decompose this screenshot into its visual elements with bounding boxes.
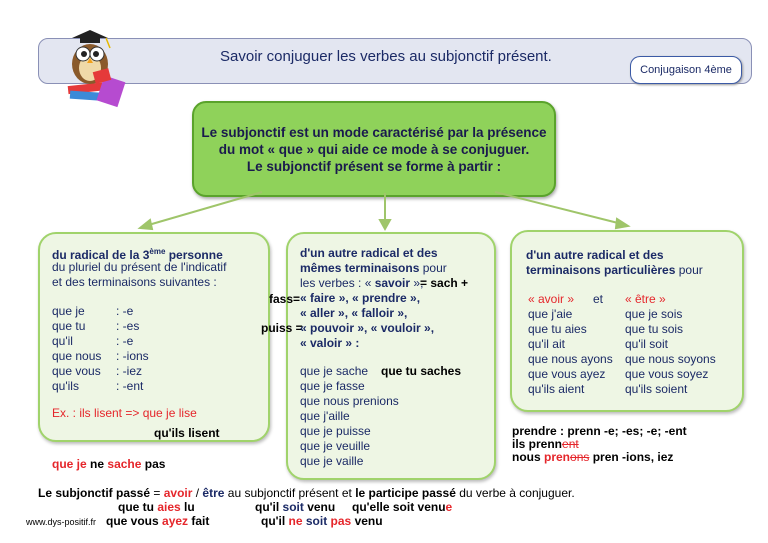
card3-avoir-item: que j'aie	[528, 307, 573, 321]
card1-ending: : -ions	[116, 349, 149, 363]
card1-example: Ex. : ils lisent => que je lise	[52, 406, 197, 420]
prendre-line-2: ils prennent	[512, 437, 579, 451]
card3-avoir-item: qu'il ait	[528, 337, 565, 351]
card2-list-item: que je veuille	[300, 439, 371, 453]
card1-ending: : -e	[116, 304, 134, 318]
card1-pronoun: qu'ils	[52, 379, 79, 393]
card3-etre-item: qu'il soit	[625, 337, 668, 351]
negation-example: que je ne sache pas	[52, 457, 166, 471]
prendre-line-3: nous prenons pren -ions, iez	[512, 450, 674, 464]
card2-list-item: que je puisse	[300, 424, 371, 438]
card2-example-b: que tu saches	[381, 364, 462, 378]
card3-title-2: terminaisons particulières pour	[526, 263, 703, 277]
card1-example-2: qu'ils lisent	[154, 426, 220, 440]
card2-line-4: « faire », « prendre »,	[300, 291, 421, 305]
card3-avoir-item: que tu aies	[528, 322, 587, 336]
card1-pronoun: que vous	[52, 364, 101, 378]
card1-ending: : -ent	[116, 379, 144, 393]
card3-etre-item: qu'ils soient	[625, 382, 688, 396]
prendre-line-1: prendre : prenn -e; -es; -e; -ent	[512, 424, 687, 438]
card2-line-5: « aller », « falloir »,	[300, 306, 408, 320]
card2-list-item: que je fasse	[300, 379, 365, 393]
card2-title-2: mêmes terminaisons pour	[300, 261, 447, 275]
card3-avoir-item: que vous ayez	[528, 367, 606, 381]
card1-pronoun: qu'il	[52, 334, 73, 348]
card3-etre-label: « être »	[625, 292, 666, 306]
card2-fass-note: fass=	[269, 292, 301, 306]
card3-etre-item: que je sois	[625, 307, 683, 321]
passe-example-1a: que tu aies lu	[118, 500, 195, 514]
passe-example-1c: qu'elle soit venue	[352, 500, 453, 514]
definition-line-1: Le subjonctif est un mode caractérisé par la présence	[201, 124, 547, 140]
card2-list-item: que je vaille	[300, 454, 364, 468]
card2-line-7: « valoir » :	[300, 336, 360, 350]
card3-avoir-label: « avoir »	[528, 292, 575, 306]
card3-avoir-item: que nous ayons	[528, 352, 613, 366]
card2-puiss-note: puiss =	[261, 321, 303, 335]
card3-etre-item: que tu sois	[625, 322, 684, 336]
card2-sach-note: = sach +	[420, 276, 469, 290]
card2-line-6: « pouvoir », « vouloir »,	[300, 321, 435, 335]
page-title: Savoir conjuguer les verbes au subjonctif présent.	[220, 48, 552, 65]
card1-ending: : -es	[116, 319, 140, 333]
passe-example-1b: qu'il soit venu	[255, 500, 336, 514]
footer-site: www.dys-positif.fr	[26, 517, 97, 527]
card2-list-item: que nous prenions	[300, 394, 399, 408]
passe-example-2a: que vous ayez fait	[106, 514, 210, 528]
card1-pronoun: que je	[52, 304, 85, 318]
card3-title-1: d'un autre radical et des	[526, 248, 664, 262]
card3-avoir-item: qu'ils aient	[528, 382, 585, 396]
card3-et: et	[593, 292, 604, 306]
card2-title-1: d'un autre radical et des	[300, 246, 438, 260]
card1-pronoun: que tu	[52, 319, 86, 333]
card3-etre-item: que nous soyons	[625, 352, 716, 366]
card2-example: que je sache	[300, 364, 369, 378]
definition-line-2: du mot « que » qui aide ce mode à se conjuguer.	[218, 141, 530, 157]
passe-definition: Le subjonctif passé = avoir / être au subjonctif présent et le participe passé du verbe à conjuguer.	[38, 486, 575, 500]
card1-title: du radical de la 3ème personne	[52, 247, 223, 262]
card1-pronoun: que nous	[52, 349, 102, 363]
level-badge: Conjugaison 4ème	[630, 56, 742, 84]
passe-example-2b: qu'il ne soit pas venu	[261, 514, 383, 528]
card2-list-item: que j'aille	[300, 409, 350, 423]
card3-etre-item: que vous soyez	[625, 367, 709, 381]
card1-ending: : -e	[116, 334, 134, 348]
card1-line-3: et des terminaisons suivantes :	[52, 275, 217, 289]
card1-ending: : -iez	[116, 364, 143, 378]
card1-line-2: du pluriel du présent de l'indicatif	[52, 260, 227, 274]
card2-line-3: les verbes : « savoir »,	[300, 276, 424, 290]
definition-line-3: Le subjonctif présent se forme à partir :	[246, 158, 502, 174]
